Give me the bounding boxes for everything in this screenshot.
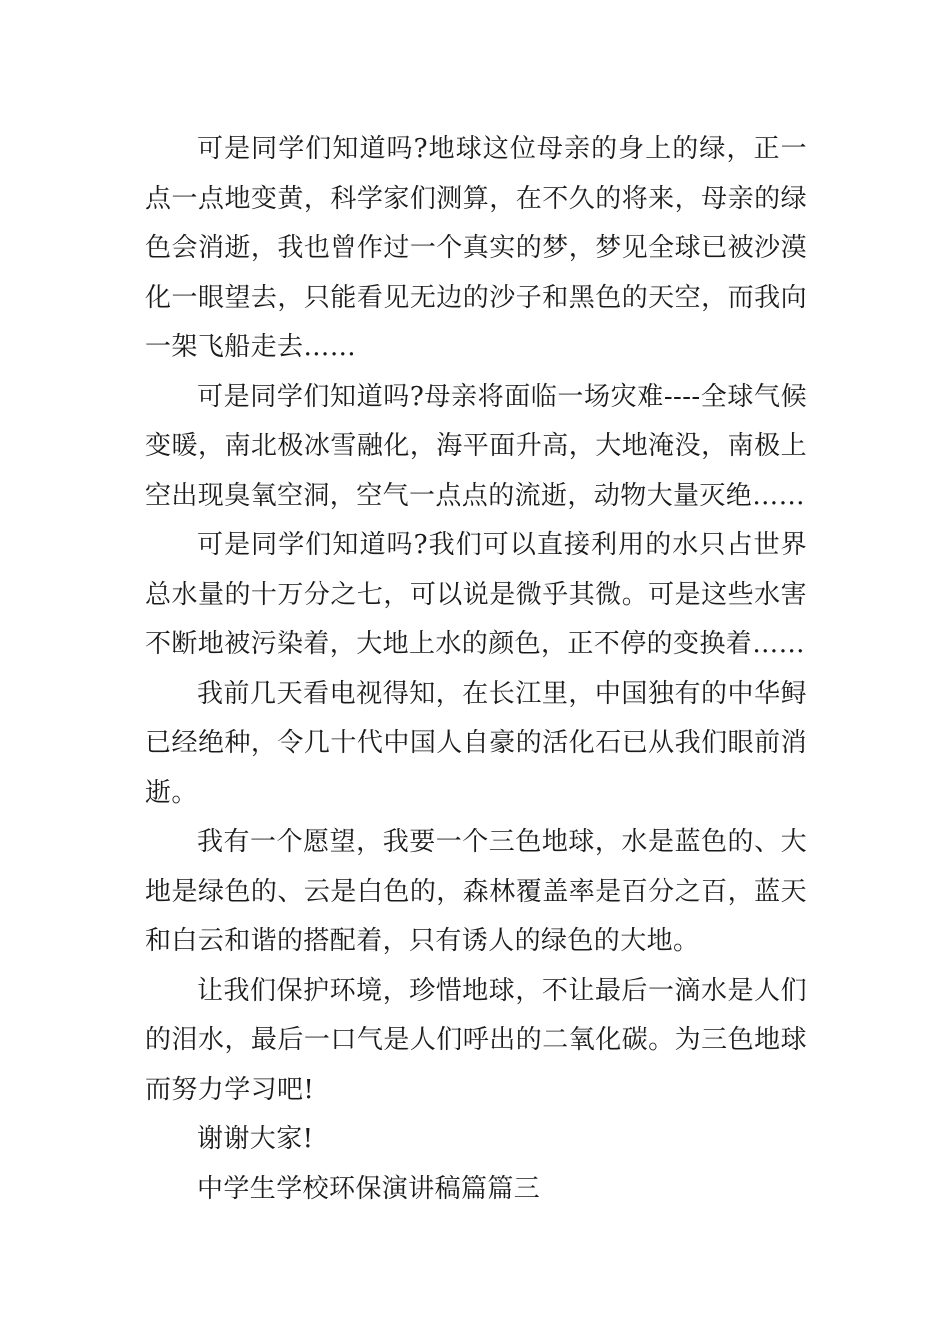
closing-thanks: 谢谢大家! — [197, 1124, 314, 1154]
paragraph-2: 可是同学们知道吗?母亲将面临一场灾难----全球气候变暖，南北极冰雪融化，海平面升高，大地淹没，南极上空出现臭氧空洞，空气一点点的流逝，动物大量灭绝…… — [145, 381, 807, 511]
section-heading: 中学生学校环保演讲稿篇篇三 — [197, 1173, 541, 1204]
paragraph-4: 我前几天看电视得知，在长江里，中国独有的中华鲟已经绝种，令几十代中国人自豪的活化石已从我们眼前消逝。 — [145, 678, 807, 808]
paragraph-5: 我有一个愿望，我要一个三色地球，水是蓝色的、大地是绿色的、云是白色的，森林覆盖率是百分之百，蓝天和白云和谐的搭配着，只有诱人的绿色的大地。 — [145, 827, 807, 956]
paragraph-6: 让我们保护环境，珍惜地球，不让最后一滴水是人们的泪水，最后一口气是人们呼出的二氧化碳。为三色地球而努力学习吧! — [145, 975, 807, 1105]
paragraph-3: 可是同学们知道吗?我们可以直接利用的水只占世界总水量的十万分之七，可以说是微乎其微。可是这些水害不断地被污染着，大地上水的颜色，正不停的变换着…… — [145, 530, 807, 659]
paragraph-1: 可是同学们知道吗?地球这位母亲的身上的绿，正一点一点地变黄，科学家们测算，在不久的将来，母亲的绿色会消逝，我也曾作过一个真实的梦，梦见全球已被沙漠化一眼望去，只能看见无边的沙子和黑色的天空，而我向一架飞船走去…… — [145, 134, 807, 362]
body-text — [145, 125, 807, 1214]
